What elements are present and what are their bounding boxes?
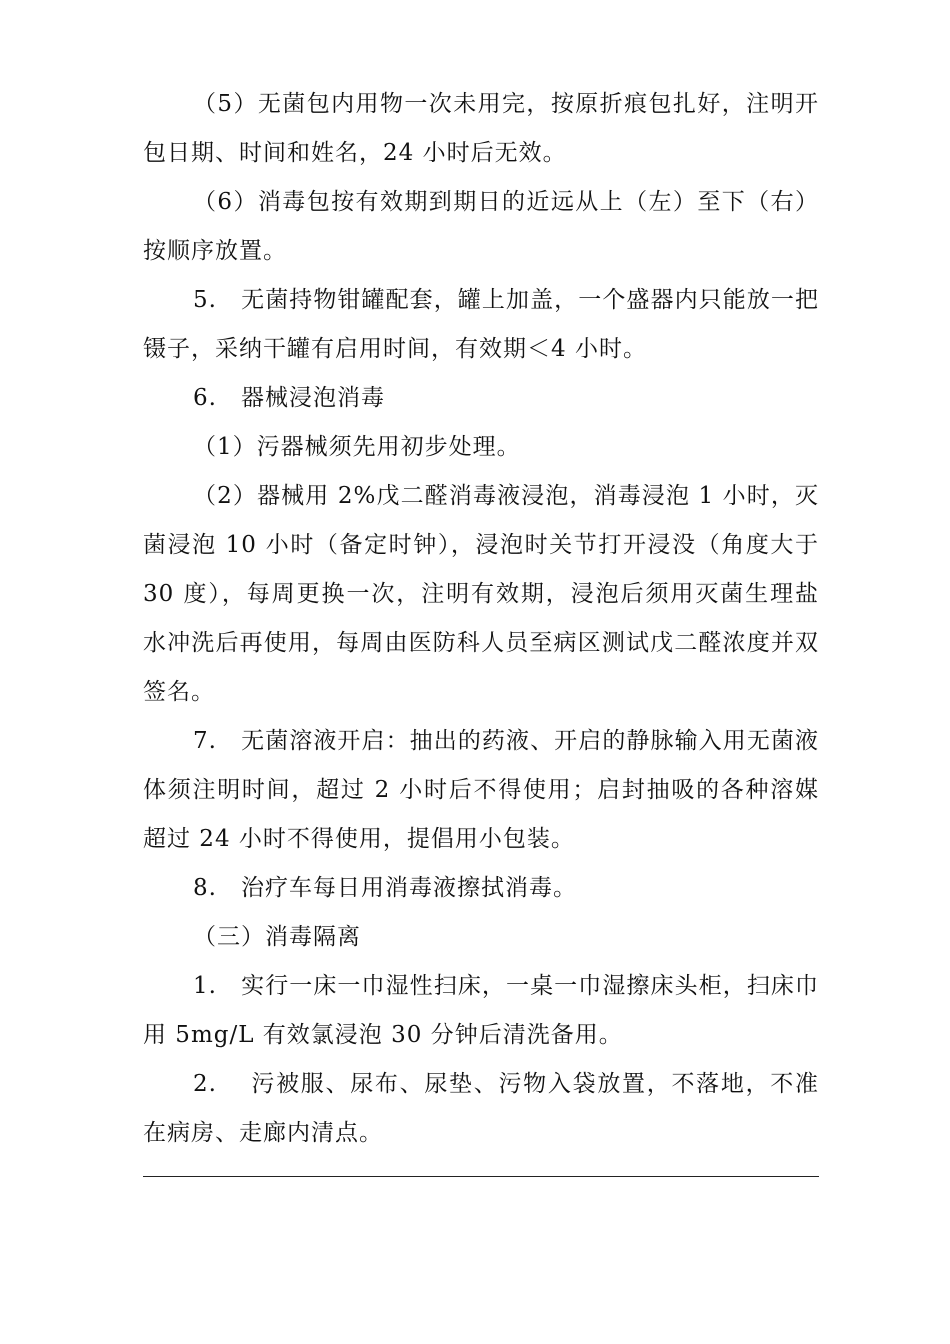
section-heading-disinfection-isolation: （三）消毒隔离 <box>193 924 361 950</box>
paragraph-disinfection-pack-order: （6）消毒包按有效期到期日的近远从上（左）至下（右）按顺序放置。 <box>143 189 819 264</box>
paragraph-item-6-heading: 6. 器械浸泡消毒 <box>193 385 385 411</box>
paragraph-isolation-item-1: 1. 实行一床一巾湿性扫床，一桌一巾湿擦床头柜，扫床巾用 5mg/L 有效氯浸泡 30 分钟后清洗备用。 <box>143 973 819 1048</box>
paragraph-item-5-forceps-jar: 5. 无菌持物钳罐配套，罐上加盖，一个盛器内只能放一把镊子，采纳干罐有启用时间，有效期＜4 小时。 <box>143 287 819 362</box>
paragraph-item-7-sterile-solution: 7. 无菌溶液开启：抽出的药液、开启的静脉输入用无菌液体须注明时间，超过 2 小时后不得使用；启封抽吸的各种溶媒超过 24 小时不得使用，提倡用小包装。 <box>143 728 819 852</box>
document-body <box>143 80 819 1158</box>
paragraph-sterile-pack-unused: （5）无菌包内用物一次未用完，按原折痕包扎好，注明开包日期、时间和姓名，24 小时后无效。 <box>143 91 819 166</box>
footer-divider <box>143 1176 819 1177</box>
paragraph-isolation-item-2: 2. 污被服、尿布、尿垫、污物入袋放置，不落地，不准在病房、走廊内清点。 <box>143 1071 819 1146</box>
paragraph-item-6-2: （2）器械用 2%戊二醛消毒液浸泡，消毒浸泡 1 小时，灭菌浸泡 10 小时（备定时钟），浸泡时关节打开浸没（角度大于 30 度），每周更换一次，注明有效期，浸泡后须用灭菌生理盐水冲洗后再使用，每周由医防科人员至病区测试戊二醛浓度并双签名。 <box>143 483 819 705</box>
paragraph-item-8-treatment-cart: 8. 治疗车每日用消毒液擦拭消毒。 <box>193 875 577 901</box>
paragraph-item-6-1: （1）污器械须先用初步处理。 <box>193 434 521 460</box>
